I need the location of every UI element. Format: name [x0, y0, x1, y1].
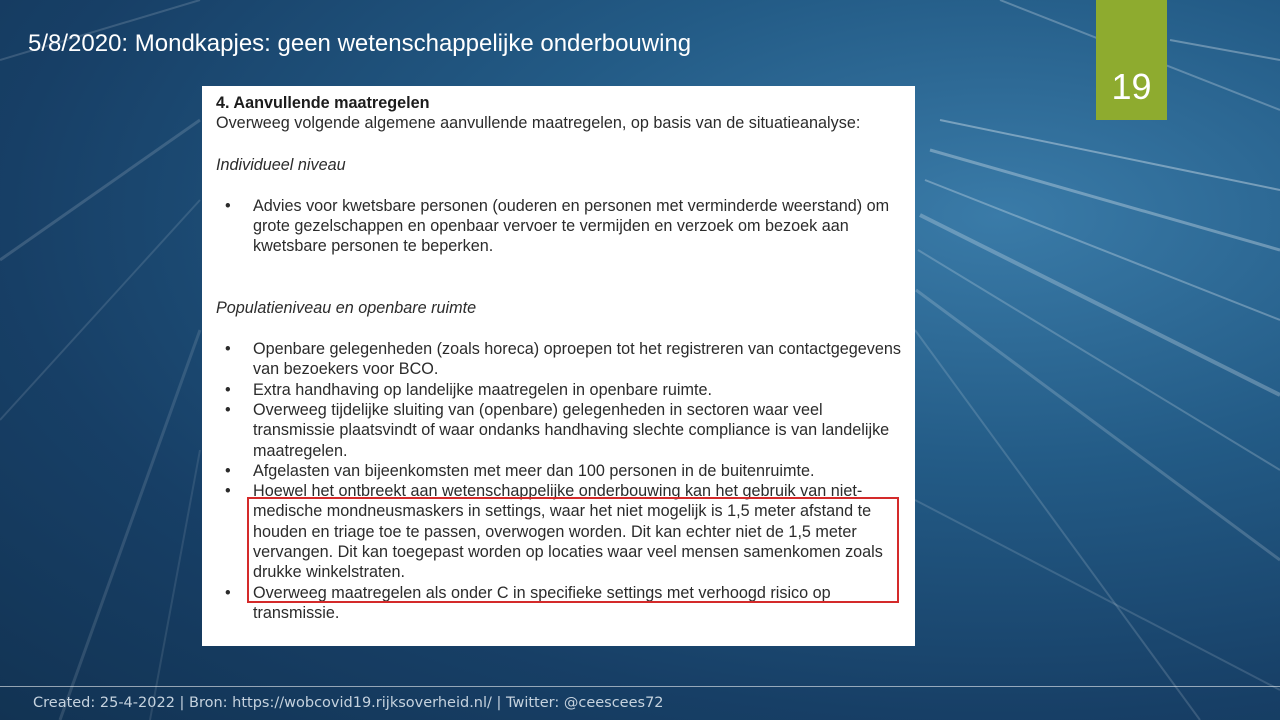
- list-item: • Overweeg tijdelijke sluiting van (openbare) gelegenheden in sectoren waar veel transmissie plaatsvindt of waar ondanks handhaving slechte compliance is van landelijke maatregelen.: [216, 400, 901, 461]
- page-number: 19: [1111, 66, 1152, 107]
- document-excerpt: [202, 86, 915, 646]
- list-item: • Afgelasten van bijeenkomsten met meer dan 100 personen in de buitenruimte.: [216, 461, 901, 481]
- page-number-tab: [1096, 0, 1167, 120]
- list-item: • Openbare gelegenheden (zoals horeca) oproepen tot het registreren van contactgegevens van bezoekers voor BCO.: [216, 339, 901, 380]
- population-measures-list: [216, 339, 901, 623]
- section-title-individual: Individueel niveau: [216, 155, 346, 174]
- list-item: • Advies voor kwetsbare personen (ouderen en personen met verminderde weerstand) om grote gezelschappen en openbaar vervoer te vermijden en verzoek om bezoek aan kwetsbare personen te beperken.: [216, 196, 901, 257]
- list-item: • Extra handhaving op landelijke maatregelen in openbare ruimte.: [216, 380, 901, 400]
- doc-intro: Overweeg volgende algemene aanvullende maatregelen, op basis van de situatieanalyse:: [216, 114, 861, 133]
- section-title-population: Populatieniveau en openbare ruimte: [216, 298, 477, 317]
- slide-title: 5/8/2020: Mondkapjes: geen wetenschappelijke onderbouwing: [28, 30, 692, 57]
- footer-credits: Created: 25-4-2022 | Bron: https://wobcovid19.rijksoverheid.nl/ | Twitter: @ceescees72: [33, 695, 664, 711]
- footer-divider: [0, 686, 1280, 687]
- highlighted-list-item: • Hoewel het ontbreekt aan wetenschappelijke onderbouwing kan het gebruik van niet-medische mondneusmaskers in settings, waar het niet mogelijk is 1,5 meter afstand te houden en triage toe te passen, overwogen worden. Dit kan echter niet de 1,5 meter vervangen. Dit kan toegepast worden op locaties waar veel mensen samenkomen zoals drukke winkelstraten.: [216, 481, 901, 582]
- list-item: • Overweeg maatregelen als onder C in specifieke settings met verhoogd risico op transmissie.: [216, 583, 901, 624]
- individual-measures-list: [216, 196, 901, 257]
- doc-heading: 4. Aanvullende maatregelen: [216, 94, 430, 112]
